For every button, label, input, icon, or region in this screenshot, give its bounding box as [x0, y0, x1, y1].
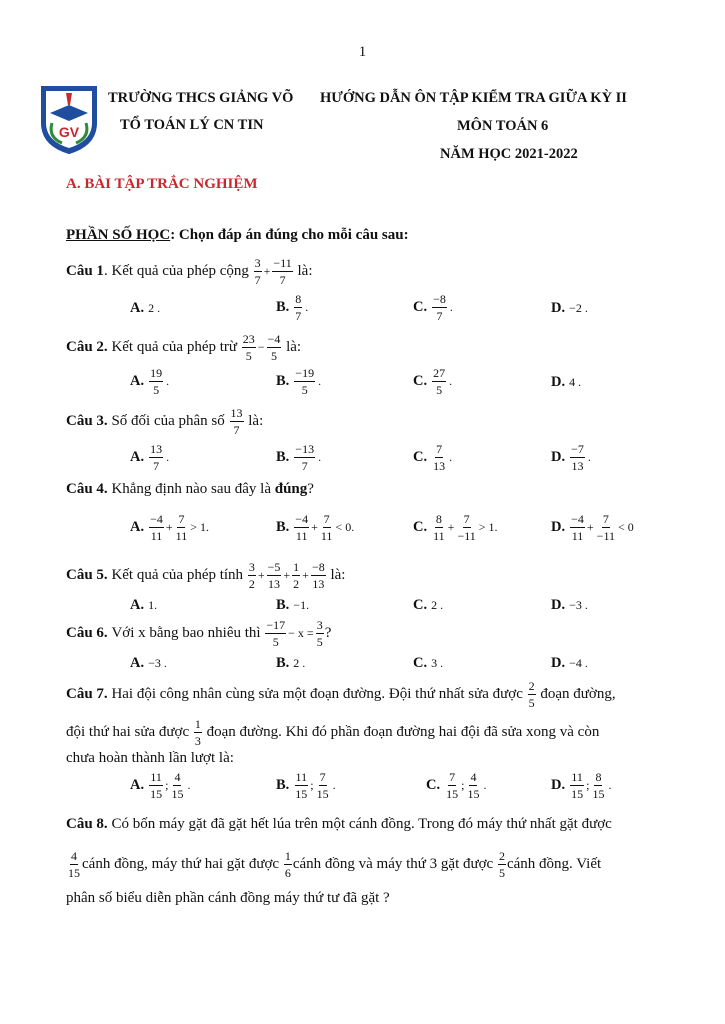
question-7-line-2: đội thứ hai sửa được 1 3 đoạn đường. Khi đó phần đoạn đường hai đội đã sửa xong và còn — [66, 716, 600, 748]
question-text: Kết quả của phép tính — [111, 566, 244, 583]
answer-a[interactable]: A. 19 5 . — [130, 366, 170, 397]
question-label: Câu 7. — [66, 685, 108, 702]
subject-line: MÔN TOÁN 6 — [457, 118, 549, 134]
answer-d[interactable]: D. −3 . — [551, 597, 588, 613]
question-label: Câu 5. — [66, 566, 108, 583]
answer-d[interactable]: D. −4 11 + $\frac{7}{-11}$ < 0 — [551, 512, 634, 543]
department-name: TỔ TOÁN LÝ CN TIN — [120, 117, 264, 133]
section-heading: A. BÀI TẬP TRẮC NGHIỆM — [66, 176, 258, 192]
question-text: . Kết quả của phép cộng — [103, 262, 249, 279]
answer-c[interactable]: C. 8 11 + $\frac{7}{-11}$ > 1. — [413, 512, 498, 543]
question-8 — [66, 816, 612, 833]
fraction: $\frac{-8}{13}$ — [311, 559, 325, 591]
fraction: $\frac{-4}{5}$ — [267, 331, 281, 363]
answer-a[interactable]: A. 1. — [130, 597, 158, 613]
answer-c[interactable]: C. −8 7 . — [413, 292, 453, 323]
fraction: $\frac{-11}{7}$ — [273, 255, 292, 287]
fraction: 1 6 — [284, 848, 291, 880]
answer-b[interactable]: B. 11 15 ; 7 15 . — [276, 770, 336, 801]
fraction: 4 15 — [68, 848, 80, 880]
question-3: Câu 3. Số đối của phân số 13 7 là: — [66, 405, 264, 437]
fraction: 2 5 — [498, 848, 505, 880]
question-label: Câu 6. — [66, 624, 108, 641]
fraction: 13 7 — [230, 405, 243, 437]
question-7-line-3: chưa hoàn thành lần lượt là: — [66, 750, 234, 766]
fraction: $\frac{-5}{13}$ — [267, 559, 281, 591]
answer-b[interactable]: B. 2 . — [276, 655, 306, 671]
question-label: Câu 8. — [66, 816, 108, 832]
fraction: $\frac{1}{2}$ — [293, 559, 300, 591]
answer-c[interactable]: C. 7 13 . — [413, 442, 453, 473]
document-title: HƯỚNG DẪN ÔN TẬP KIỂM TRA GIỮA KỲ II — [320, 90, 627, 106]
school-logo — [38, 83, 100, 155]
question-text: Hai đội công nhân cùng sửa một đoạn đường. Đội thứ nhất sửa được — [111, 685, 523, 702]
question-4: Câu 4. Khẳng định nào sau đây là đúng ? — [66, 481, 314, 497]
question-label: Câu 2. — [66, 338, 108, 355]
question-label: Câu 1 — [66, 262, 104, 279]
question-7: Câu 7. Hai đội công nhân cùng sửa một đoạn đường. Đội thứ nhất sửa được 2 5 đoạn đường, — [66, 678, 616, 710]
answer-d[interactable]: D. −2 . — [551, 300, 588, 316]
fraction: 3 2 — [248, 559, 255, 591]
question-text: Kết quả của phép trừ — [111, 338, 238, 355]
answer-b[interactable]: B. −13 7 . — [276, 442, 322, 473]
fraction: $\frac{3}{5}$ — [316, 617, 323, 649]
answer-d[interactable]: D. 4 . — [551, 374, 582, 390]
fraction: 3 7 — [254, 255, 261, 287]
answer-a[interactable]: A. 13 7 . — [130, 442, 170, 473]
part-title: PHẦN SỐ HỌC — [66, 227, 171, 243]
question-text: Có bốn máy gặt đã gặt hết lúa trên một cánh đồng. Trong đó máy thứ nhất gặt được — [111, 816, 612, 832]
question-label: Câu 3. — [66, 412, 108, 429]
question-1: Câu 1 . Kết quả của phép cộng 3 7 + $\frac{-11}{7}$ là: — [66, 255, 313, 287]
answer-b[interactable]: B. −1. — [276, 597, 310, 613]
answer-a[interactable]: A. 2 . — [130, 300, 161, 316]
question-text: Với x bằng bao nhiêu thì — [111, 624, 261, 641]
school-year: NĂM HỌC 2021-2022 — [440, 146, 578, 162]
question-6: Câu 6. Với x bằng bao nhiêu thì −17 5 − x = $\frac{3}{5}$ ? — [66, 617, 332, 649]
fraction: 1 3 — [194, 716, 201, 748]
question-label: Câu 4. — [66, 481, 108, 497]
answer-a[interactable]: A. 11 15 ; 4 15 . — [130, 770, 191, 801]
answer-d[interactable]: D. −4 . — [551, 655, 588, 671]
question-8-line-3: phân số biểu diễn phần cánh đồng máy thứ tư đã gặt ? — [66, 890, 390, 906]
fraction: 2 5 — [528, 678, 535, 710]
answer-b[interactable]: B. −19 5 . — [276, 366, 322, 397]
question-2: Câu 2. Kết quả của phép trừ 23 5 − $\frac{-4}{5}$ là: — [66, 331, 302, 363]
answer-c[interactable]: C. 3 . — [413, 655, 444, 671]
question-5: Câu 5. Kết quả của phép tính 3 2 + $\frac{-5}{13}$ + $\frac{1}{2}$ + $\frac{-8}{13}$ là: — [66, 559, 346, 591]
part-instruction: : Chọn đáp án đúng cho mỗi câu sau: — [170, 227, 409, 243]
logo-text: GV — [58, 124, 80, 140]
answer-a[interactable]: A. −4 11 + $\frac{7}{11}$ > 1. — [130, 512, 210, 543]
answer-a[interactable]: A. −3 . — [130, 655, 167, 671]
school-name: TRƯỜNG THCS GIẢNG VÕ — [108, 90, 294, 106]
answer-c[interactable]: C. 2 . — [413, 597, 444, 613]
part-heading — [66, 227, 409, 244]
question-text: Khẳng định nào sau đây là — [111, 481, 271, 497]
answer-c[interactable]: C. 27 5 . — [413, 366, 453, 397]
answer-b[interactable]: B. −4 11 + $\frac{7}{11}$ < 0. — [276, 512, 355, 543]
question-8-line-2: 4 15 cánh đồng, máy thứ hai gặt được 1 6 cánh đồng và máy thứ 3 gặt được 2 5 cánh đồng. Viết — [68, 848, 602, 880]
answer-b[interactable]: B. 8 7 . — [276, 292, 309, 323]
question-text: Số đối của phân số — [111, 412, 225, 429]
answer-c[interactable]: C. 7 15 ; 4 15 . — [426, 770, 487, 801]
answer-d[interactable]: D. −7 13 . — [551, 442, 591, 473]
fraction: 23 5 — [242, 331, 255, 363]
fraction: −17 5 — [266, 617, 286, 649]
page-number: 1 — [358, 44, 367, 60]
answer-d[interactable]: D. 11 15 ; 8 15 . — [551, 770, 612, 801]
